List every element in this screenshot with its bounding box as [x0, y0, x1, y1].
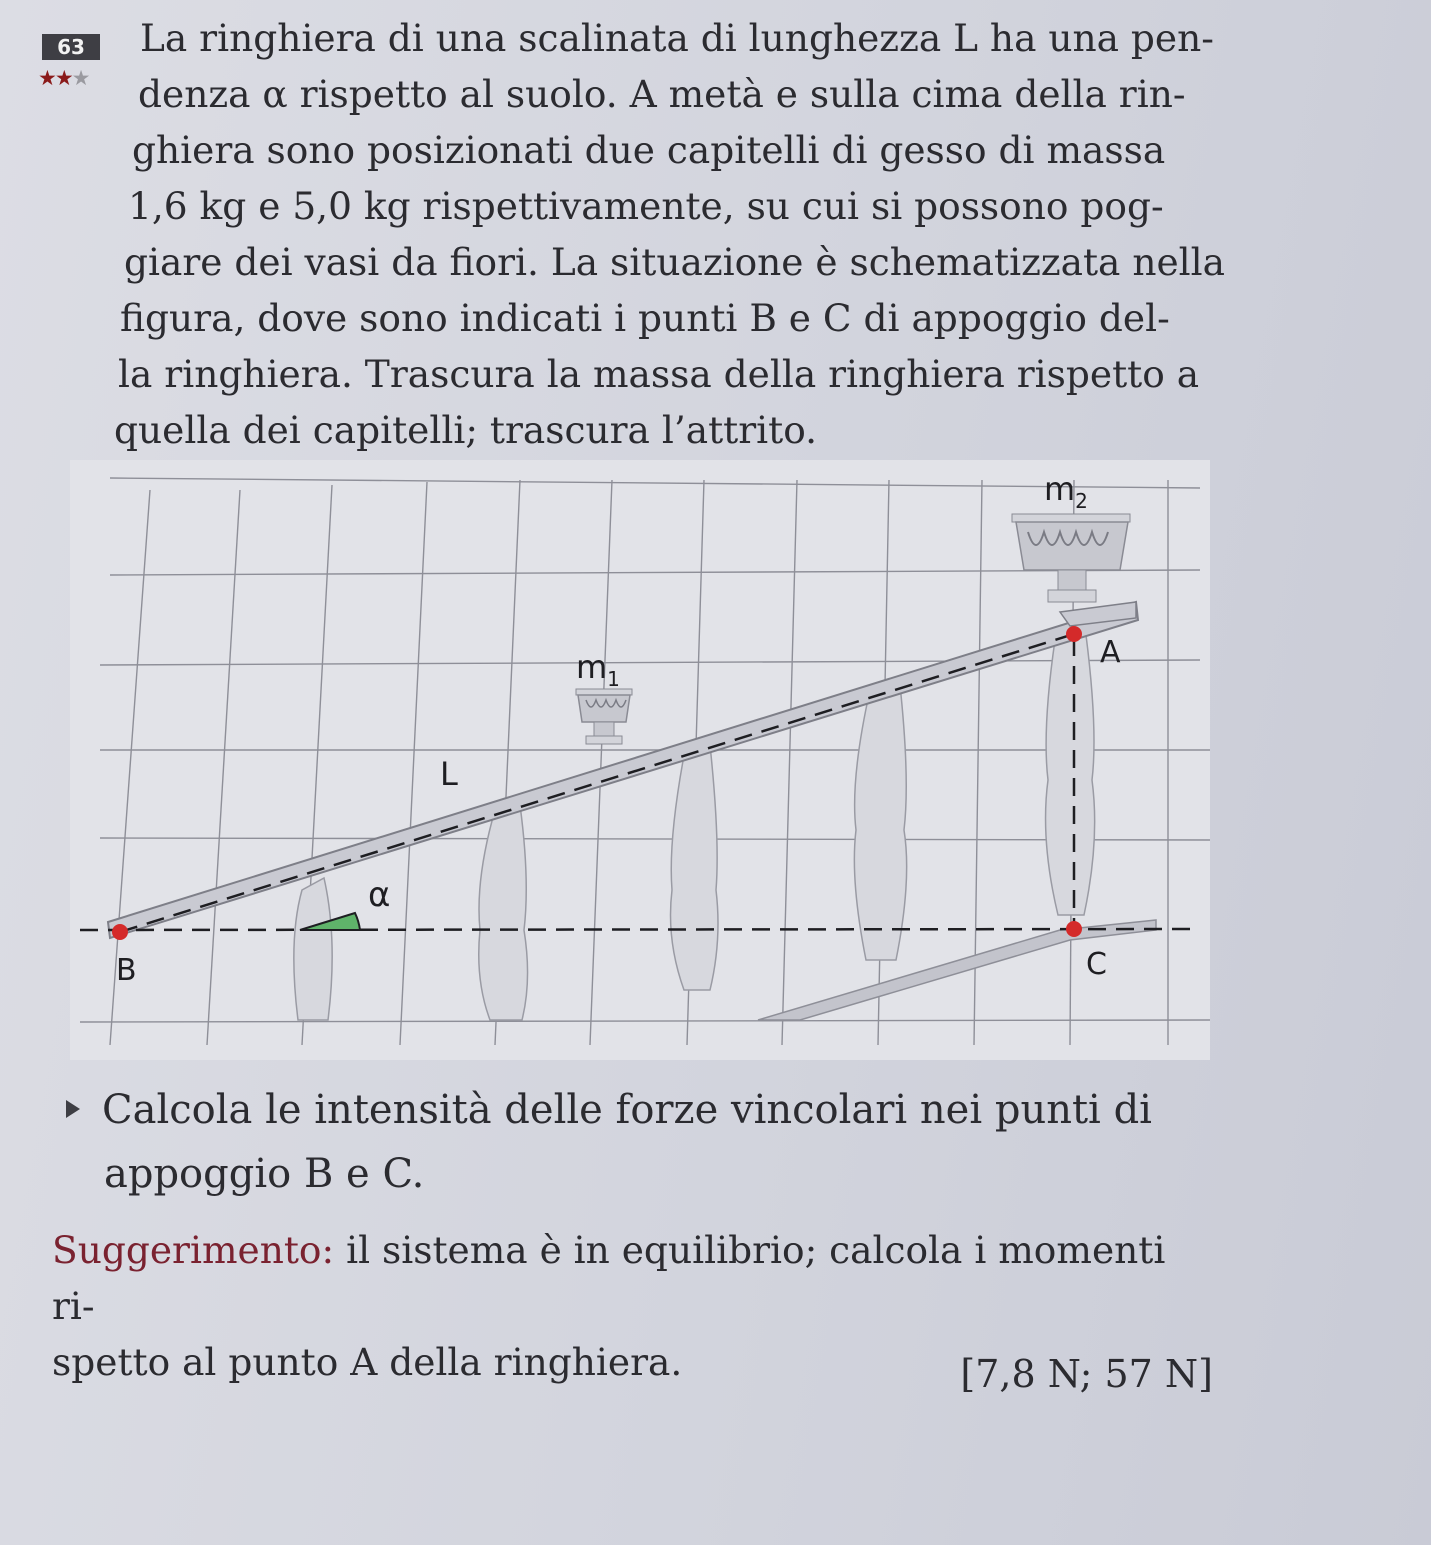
hint-label: Suggerimento:: [52, 1228, 335, 1272]
problem-line: giare dei vasi da fiori. La situazione è schematizzata nella: [124, 240, 1226, 284]
problem-line: 1,6 kg e 5,0 kg rispettivamente, su cui si possono pog-: [128, 184, 1164, 228]
difficulty-star-empty: ★: [71, 66, 89, 90]
problem-text: [110, 10, 1226, 458]
label-b: B: [116, 953, 137, 988]
problem-line: quella dei capitelli; trascura l’attrito.: [114, 408, 818, 452]
answer: [7,8 N; 57 N]: [960, 1352, 1213, 1396]
problem-line: denza α rispetto al suolo. A metà e sulla cima della rin-: [138, 72, 1186, 116]
problem-line: ghiera sono posizionati due capitelli di gesso di massa: [132, 128, 1166, 172]
label-l: L: [440, 755, 458, 793]
label-a: A: [1100, 635, 1121, 670]
problem-line: La ringhiera di una scalinata di lunghezza L ha una pen-: [140, 16, 1214, 60]
problem-line: la ringhiera. Trascura la massa della ringhiera rispetto a: [118, 352, 1200, 396]
question-line: Calcola le intensità delle forze vincolari nei punti di: [102, 1087, 1152, 1133]
railing-figure: [70, 460, 1210, 1060]
exercise-number: 63: [42, 34, 100, 60]
label-m1: $m_1$: [576, 648, 620, 691]
point-a: [1066, 626, 1082, 642]
point-c: [1066, 921, 1082, 937]
difficulty-star-full: ★★: [38, 66, 72, 90]
label-c: C: [1086, 947, 1107, 982]
label-m2: $m_2$: [1044, 470, 1088, 513]
question-line: appoggio B e C.: [104, 1151, 425, 1197]
label-alpha: α: [368, 875, 391, 915]
difficulty-stars: [38, 66, 88, 90]
hint-text: spetto al punto A della ringhiera.: [52, 1340, 683, 1384]
point-b: [112, 924, 128, 940]
play-arrow-icon: [66, 1100, 80, 1118]
problem-line: figura, dove sono indicati i punti B e C di appoggio del-: [120, 296, 1170, 340]
question: [66, 1078, 1216, 1206]
hint-text: il sistema è in equilibrio; calcola i momenti ri-: [52, 1228, 1166, 1328]
